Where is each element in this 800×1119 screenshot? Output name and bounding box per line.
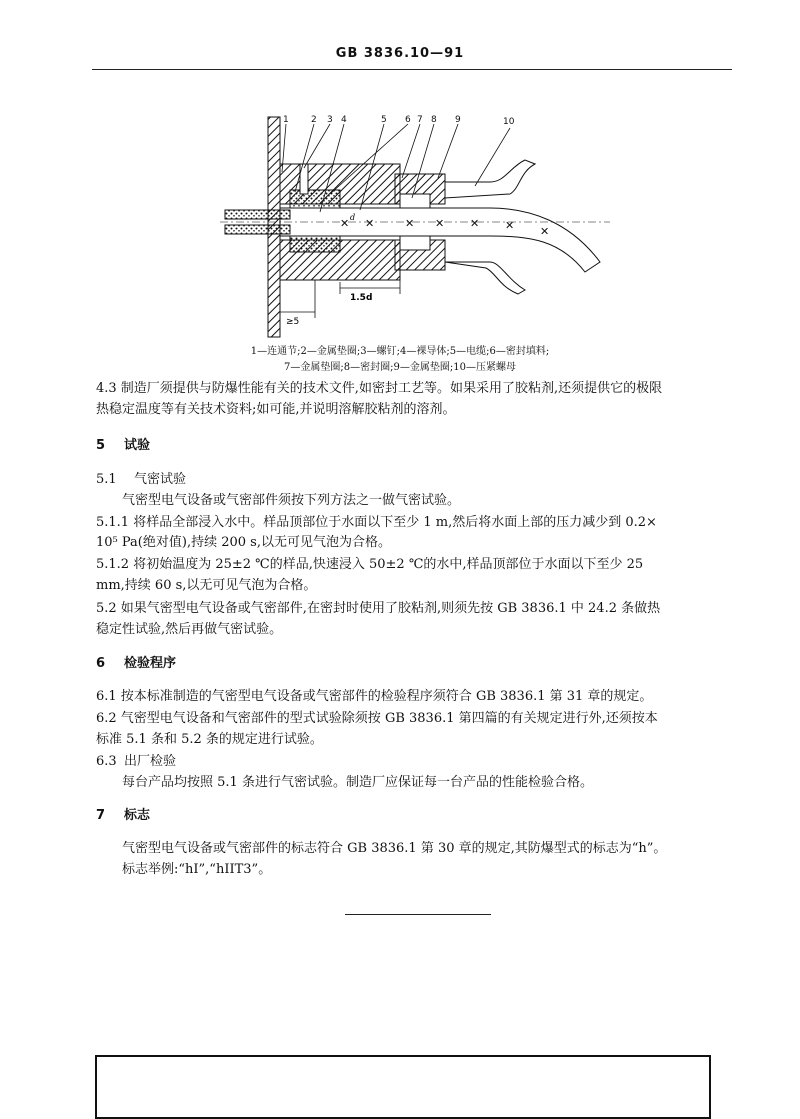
- figure-caption-line1: 1—连通节;2—金属垫圈;3—螺钉;4—裸导体;5—电缆;6—密封填料;: [250, 346, 550, 357]
- section-7-line2: 标志举例:“hI”,“hIIT3”。: [122, 862, 272, 877]
- section-5-1-1-line2: 10⁵ Pa(绝对值),持续 200 s,以无可见气泡为合格。: [96, 535, 391, 550]
- section-6-2-line1: 6.2 气密型电气设备和气密部件的型式试验除须按 GB 3836.1 第四篇的有关规定进行外,还须按本: [96, 711, 658, 726]
- gland-sleeve: [445, 160, 535, 198]
- end-rule: [345, 914, 491, 915]
- section-7-line1: 气密型电气设备或气密部件的标志符合 GB 3836.1 第 30 章的规定,其防爆型式的标志为“h”。: [122, 841, 667, 856]
- dim-ge5: ≥5: [286, 317, 300, 327]
- callout-2: 2: [311, 115, 317, 125]
- figure-caption-line2: 7—金属垫圈;8—密封圈;9—金属垫圈;10—压紧螺母: [284, 362, 516, 373]
- bottom-frame: [95, 1055, 711, 1119]
- callout-3: 3: [327, 115, 333, 125]
- section-6-3-text: 每台产品均按照 5.1 条进行气密试验。制造厂应保证每一台产品的性能检验合格。: [122, 775, 593, 790]
- svg-text:✕: ✕: [365, 217, 375, 230]
- section-7-heading: 7 标志: [96, 808, 151, 823]
- section-5-2-line1: 5.2 如果气密型电气设备或气密部件,在密封时使用了胶粘剂,则须先按 GB 3836.1 中 24.2 条做热: [96, 601, 661, 616]
- svg-text:✕: ✕: [470, 217, 480, 230]
- dim-1-5d: 1.5d: [350, 293, 373, 303]
- svg-text:✕: ✕: [405, 217, 415, 230]
- callout-1: 1: [283, 115, 289, 125]
- section-5-1-heading: 5.1 气密试验: [96, 472, 187, 487]
- seal-filler-upper: [290, 190, 340, 208]
- conductor-lower: [225, 225, 290, 234]
- section-6-1: 6.1 按本标准制造的气密型电气设备或气密部件的检验程序须符合 GB 3836.1 第 31 章的规定。: [96, 689, 653, 704]
- section-5-2-line2: 稳定性试验,然后再做气密试验。: [96, 622, 283, 637]
- callout-4: 4: [341, 115, 347, 125]
- seal-ring-upper: [400, 194, 430, 208]
- svg-text:✕: ✕: [340, 217, 350, 230]
- section-6-3-heading: 6.3 出厂检验: [96, 754, 177, 769]
- callout-7: 7: [417, 115, 423, 125]
- header-rule: [92, 69, 732, 70]
- section-5-1-1-line1: 5.1.1 将样品全部浸入水中。样品顶部位于水面以下至少 1 m,然后将水面上部的压力减少到 0.2×: [96, 515, 657, 530]
- section-6-2-line2: 标准 5.1 条和 5.2 条的规定进行试验。: [96, 732, 323, 747]
- section-5-1-2-line1: 5.1.2 将初始温度为 25±2 ℃的样品,快速浸入 50±2 ℃的水中,样品顶部位于水面以下至少 25: [96, 557, 644, 572]
- section-5-heading: 5 试验: [96, 438, 151, 453]
- section-5-1-text: 气密型电气设备或气密部件须按下列方法之一做气密试验。: [122, 493, 461, 508]
- conductor-upper: [225, 210, 290, 219]
- seal-ring-lower: [400, 236, 430, 250]
- svg-text:✕: ✕: [505, 219, 515, 232]
- callout-9: 9: [455, 115, 461, 125]
- page-header: GB 3836.10—91: [335, 46, 465, 61]
- section-5-1-2-line2: mm,持续 60 s,以无可见气泡为合格。: [96, 578, 317, 593]
- dim-d: d: [350, 213, 356, 222]
- callout-10: 10: [503, 117, 515, 127]
- seal-filler-lower: [290, 234, 340, 252]
- svg-text:✕: ✕: [435, 217, 445, 230]
- svg-text:✕: ✕: [540, 225, 550, 238]
- clause-4-3-line2: 热稳定温度等有关技术资料;如可能,并说明溶解胶粘剂的溶剂。: [96, 402, 456, 417]
- section-6-heading: 6 检验程序: [96, 656, 177, 671]
- callout-6: 6: [405, 115, 411, 125]
- callout-5: 5: [381, 115, 387, 125]
- sealed-cable-entry-figure: [190, 112, 620, 347]
- clause-4-3-line1: 4.3 制造厂须提供与防爆性能有关的技术文件,如密封工艺等。如果采用了胶粘剂,还须提供它的极限: [96, 381, 663, 396]
- callout-8: 8: [431, 115, 437, 125]
